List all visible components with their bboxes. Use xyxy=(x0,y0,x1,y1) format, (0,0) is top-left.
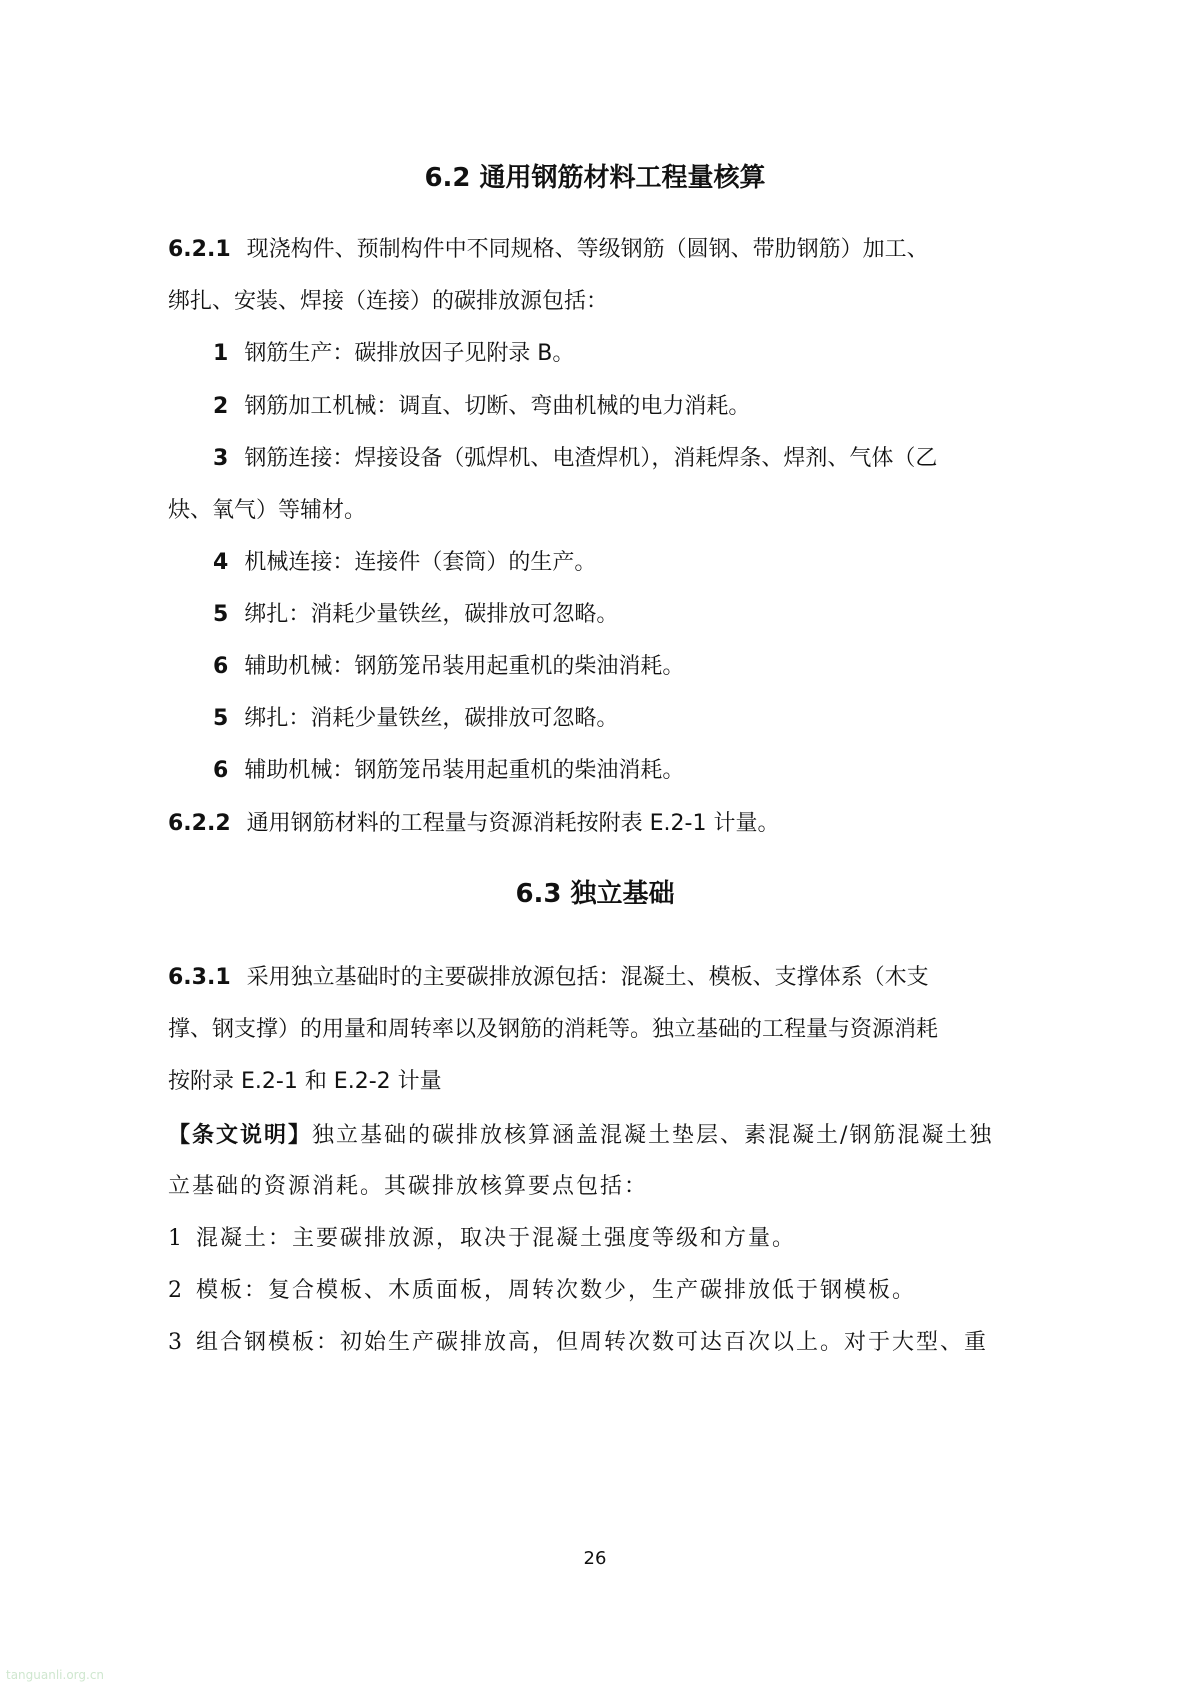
list-item xyxy=(213,393,1190,421)
heading-6-3: 6.3 独立基础 xyxy=(515,879,675,909)
list-item xyxy=(213,549,1190,577)
list-item xyxy=(213,757,1190,785)
clause-text: 通用钢筋材料的工程量与资源消耗按附表 E.2-1 计量。 xyxy=(246,811,780,836)
note-tag: 【条文说明】 xyxy=(168,1122,313,1148)
item-number: 2 xyxy=(213,394,229,419)
item-number: 3 xyxy=(213,446,229,471)
clause-6-3-1-line1 xyxy=(168,964,1190,992)
watermark: tanguanli.org.cn xyxy=(6,1668,105,1682)
page-number: 26 xyxy=(583,1548,607,1569)
list-item xyxy=(213,601,1190,629)
item-text: 辅助机械：钢筋笼吊装用起重机的柴油消耗。 xyxy=(244,654,685,679)
clause-6-2-1-line2: 绑扎、安装、焊接（连接）的碳排放源包括： xyxy=(168,289,609,314)
note-line1 xyxy=(168,1121,1190,1150)
item-text: 钢筋连接：焊接设备（弧焊机、电渣焊机），消耗焊条、焊剂、气体（乙 xyxy=(244,446,938,471)
note-item xyxy=(168,1225,1190,1253)
note-line2: 立基础的资源消耗。其碳排放核算要点包括： xyxy=(168,1174,649,1199)
clause-6-3-1-line3: 按附录 E.2-1 和 E.2-2 计量 xyxy=(168,1069,442,1094)
note-text: 独立基础的碳排放核算涵盖混凝土垫层、素混凝土/钢筋混凝土独 xyxy=(312,1123,994,1148)
item-text: 绑扎：消耗少量铁丝，碳排放可忽略。 xyxy=(244,706,619,731)
item-number: 5 xyxy=(213,706,229,731)
item-text: 钢筋加工机械：调直、切断、弯曲机械的电力消耗。 xyxy=(244,394,751,419)
list-item xyxy=(213,653,1190,681)
item-number: 3 xyxy=(168,1330,184,1355)
clause-number: 6.3.1 xyxy=(168,965,231,990)
item-text: 机械连接：连接件（套筒）的生产。 xyxy=(244,550,597,575)
list-item xyxy=(213,445,1190,473)
note-item xyxy=(168,1277,1190,1305)
item-number: 1 xyxy=(213,341,229,366)
item-number: 6 xyxy=(213,654,229,679)
item-number: 5 xyxy=(213,602,229,627)
item-number: 2 xyxy=(168,1278,184,1303)
list-item xyxy=(213,705,1190,733)
note-item xyxy=(168,1329,1190,1357)
clause-number: 6.2.1 xyxy=(168,237,231,262)
clause-text: 现浇构件、预制构件中不同规格、等级钢筋（圆钢、带肋钢筋）加工、 xyxy=(246,237,929,262)
clause-number: 6.2.2 xyxy=(168,811,231,836)
item-number: 4 xyxy=(213,550,229,575)
clause-6-3-1-line2: 撑、钢支撑）的用量和周转率以及钢筋的消耗等。独立基础的工程量与资源消耗 xyxy=(168,1017,939,1042)
list-item-continuation: 炔、氧气）等辅材。 xyxy=(168,498,367,523)
clause-6-2-1-line1 xyxy=(168,236,1190,264)
list-item xyxy=(213,340,1190,368)
item-text: 混凝土：主要碳排放源，取决于混凝土强度等级和方量。 xyxy=(196,1226,797,1251)
heading-6-2: 6.2 通用钢筋材料工程量核算 xyxy=(424,163,766,193)
item-number: 6 xyxy=(213,758,229,783)
item-text: 绑扎：消耗少量铁丝，碳排放可忽略。 xyxy=(244,602,619,627)
item-text: 钢筋生产：碳排放因子见附录 B。 xyxy=(244,341,575,366)
clause-text: 采用独立基础时的主要碳排放源包括：混凝土、模板、支撑体系（木支 xyxy=(246,965,929,990)
clause-6-2-2 xyxy=(168,810,1190,838)
item-text: 组合钢模板：初始生产碳排放高，但周转次数可达百次以上。对于大型、重 xyxy=(196,1330,989,1355)
item-text: 辅助机械：钢筋笼吊装用起重机的柴油消耗。 xyxy=(244,758,685,783)
item-number: 1 xyxy=(168,1226,184,1251)
item-text: 模板：复合模板、木质面板，周转次数少，生产碳排放低于钢模板。 xyxy=(196,1278,917,1303)
